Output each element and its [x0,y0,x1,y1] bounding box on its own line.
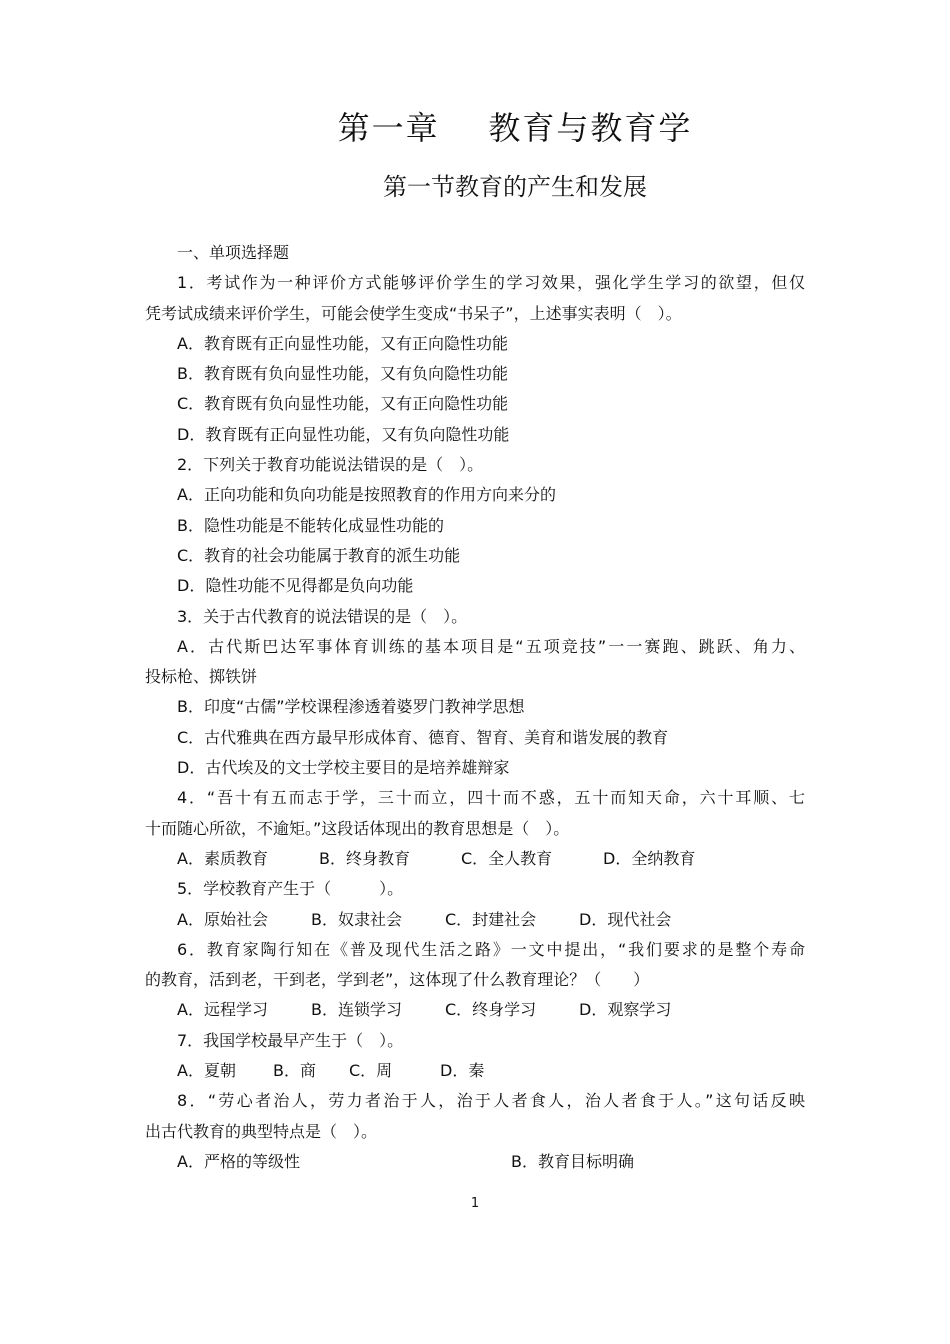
question-4-option-c: C．全人教育 [461,848,553,868]
question-3-option-d: D．古代埃及的文士学校主要目的是培养雄辩家 [177,758,510,778]
question-3-stem: 3．关于古代教育的说法错误的是（ ）。 [177,606,468,626]
question-2-stem: 2．下列关于教育功能说法错误的是（ ）。 [177,455,484,475]
question-5-option-c: C．封建社会 [445,909,537,929]
question-6-options [145,995,805,1025]
question-3-option-a-line1: A．古代斯巴达军事体育训练的基本项目是“五项竞技”一一赛跑、跳跃、角力、 [177,636,805,656]
question-6-option-a: A．远程学习 [177,1000,268,1020]
section-title: 第一节教育的产生和发展 [383,173,647,201]
question-4-option-b: B．终身教育 [319,848,410,868]
question-5-option-d: D．现代社会 [579,909,672,929]
question-7-options [145,1056,805,1086]
question-1-option-a: A．教育既有正向显性功能，又有正向隐性功能 [177,333,508,353]
question-1-option-b: B．教育既有负向显性功能，又有负向隐性功能 [177,364,508,384]
question-1-option-c: C．教育既有负向显性功能，又有正向隐性功能 [177,394,509,414]
question-3-option-b: B．印度“古儒”学校课程渗透着婆罗门教神学思想 [177,697,525,717]
page-number: 1 [470,1196,480,1211]
question-6-option-c: C．终身学习 [445,1000,537,1020]
question-4-option-d: D．全纳教育 [603,848,696,868]
question-8-stem-line1: 8．“劳心者治人，劳力者治于人，治于人者食人，治人者食于人。”这句话反映 [177,1091,805,1111]
question-4-options [145,844,805,874]
question-8-stem-line2: 出古代教育的典型特点是（ ）。 [145,1121,378,1141]
question-1-stem-line1: 1．考试作为一种评价方式能够评价学生的学习效果，强化学生学习的欲望，但仅 [177,273,805,293]
question-7-option-a: A．夏朝 [177,1061,236,1081]
question-7-option-c: C．周 [349,1061,393,1081]
question-1-stem-line2: 凭考试成绩来评价学生，可能会使学生变成“书呆子”，上述事实表明（ ）。 [145,303,682,323]
question-2-option-b: B．隐性功能是不能转化成显性功能的 [177,515,444,535]
question-6-option-b: B．连锁学习 [311,1000,402,1020]
question-7-stem: 7．我国学校最早产生于（ ）。 [177,1030,404,1050]
question-3-option-a-line2: 投标枪、掷铁饼 [145,667,258,687]
question-2-option-d: D．隐性功能不见得都是负向功能 [177,576,414,596]
question-8-option-a: A．严格的等级性 [177,1151,300,1171]
question-list [145,238,805,1177]
part-heading: 一、单项选择题 [177,243,290,262]
question-1-option-d: D．教育既有正向显性功能，又有负向隐性功能 [177,424,510,444]
question-7-option-d: D．秦 [440,1061,485,1081]
question-8-option-b: B．教育目标明确 [511,1151,634,1171]
question-6-stem-line2: 的教育，活到老，干到老，学到老”，这体现了什么教育理论？（ ） [145,970,650,990]
question-5-option-b: B．奴隶社会 [311,909,402,929]
question-5-option-a: A．原始社会 [177,909,268,929]
question-7-option-b: B．商 [273,1061,316,1081]
question-4-stem-line1: 4．“吾十有五而志于学，三十而立，四十而不惑，五十而知天命，六十耳顺、七 [177,788,805,808]
chapter-title: 第一章 教育与教育学 [337,109,693,147]
question-3-option-c: C．古代雅典在西方最早形成体育、德育、智育、美育和谐发展的教育 [177,727,669,747]
question-4-stem-line2: 十而随心所欲，不逾矩。”这段话体现出的教育思想是（ ）。 [145,818,570,838]
question-5-options [145,905,805,935]
question-8-options [145,1147,805,1177]
question-2-option-a: A．正向功能和负向功能是按照教育的作用方向来分的 [177,485,556,505]
question-5-stem: 5．学校教育产生于（ ）。 [177,879,404,899]
question-6-option-d: D．观察学习 [579,1000,672,1020]
question-6-stem-line1: 6．教育家陶行知在《普及现代生活之路》一文中提出，“我们要求的是整个寿命 [177,939,805,959]
question-2-option-c: C．教育的社会功能属于教育的派生功能 [177,545,461,565]
question-4-option-a: A．素质教育 [177,848,268,868]
